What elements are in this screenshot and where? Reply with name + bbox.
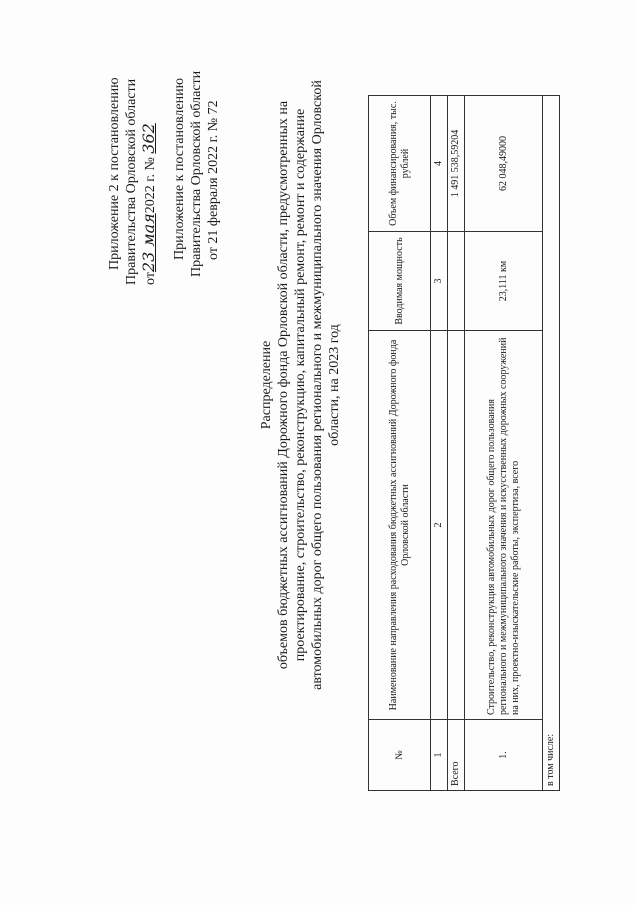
col-number-1: 1 [431,720,448,791]
including-label: в том числе: [543,96,560,791]
title-line-2: объемов бюджетных ассигнований Дорожного фонда Орловской области, предусмотренных на [276,100,291,670]
orig-appendix-line-3: от 21 февраля 2022 г. № 72 [206,100,221,260]
title-line-4: автомобильных дорог общего пользования регионального и межмуниципального значения Орловской [310,80,325,690]
row1-amount: 62 048,49000 [465,96,543,232]
appendix-date-line [140,123,159,285]
including-row [543,96,560,791]
col-header-capacity: Вводимая мощность [369,232,431,331]
budget-table [368,95,560,791]
appendix-date-suffix: 2022 г. № [143,157,158,214]
row1-num: 1. [465,720,543,791]
total-name-empty [448,331,465,720]
row1-capacity: 23,111 км [465,232,543,331]
handwritten-number: 362 [139,123,158,154]
col-number-2: 2 [431,331,448,720]
orig-appendix-line-1: Приложение к постановлению [172,77,187,260]
handwritten-date: 23 мая [139,213,158,273]
total-row [448,96,465,791]
total-capacity-empty [448,232,465,331]
appendix-date-prefix: от [143,272,158,285]
col-number-4: 4 [431,96,448,232]
title-line-1: Распределение [259,340,274,430]
appendix-line-1: Приложение 2 к постановлению [107,77,122,270]
col-number-3: 3 [431,232,448,331]
row1-name: Строительство, реконструкция автомобильных дорог общего пользования регионального и межмуниципального значения и искусственных дорожных сооружений на них, проектно-изыскательские работы, экспертиза, всего [465,331,543,720]
column-numbers-row [431,96,448,791]
title-line-5: области, на 2023 год [327,324,342,446]
title-line-3: проектирование, строительство, реконструкцию, капитальный ремонт, ремонт и содержание [293,108,308,662]
orig-appendix-line-2: Правительства Орловской области [189,70,204,277]
col-header-num: № [369,720,431,791]
total-value: 1 491 538,59204 [448,96,465,232]
col-header-amount: Объем финансирования, тыс. рублей [369,96,431,232]
table-row [465,96,543,791]
total-label: Всего [448,720,465,791]
table-header-row [369,96,431,791]
col-header-name: Наименование направления расходования бюджетных ассигнований Дорожного фонда Орловской области [369,331,431,720]
appendix-line-2: Правительства Орловской области [124,78,139,285]
